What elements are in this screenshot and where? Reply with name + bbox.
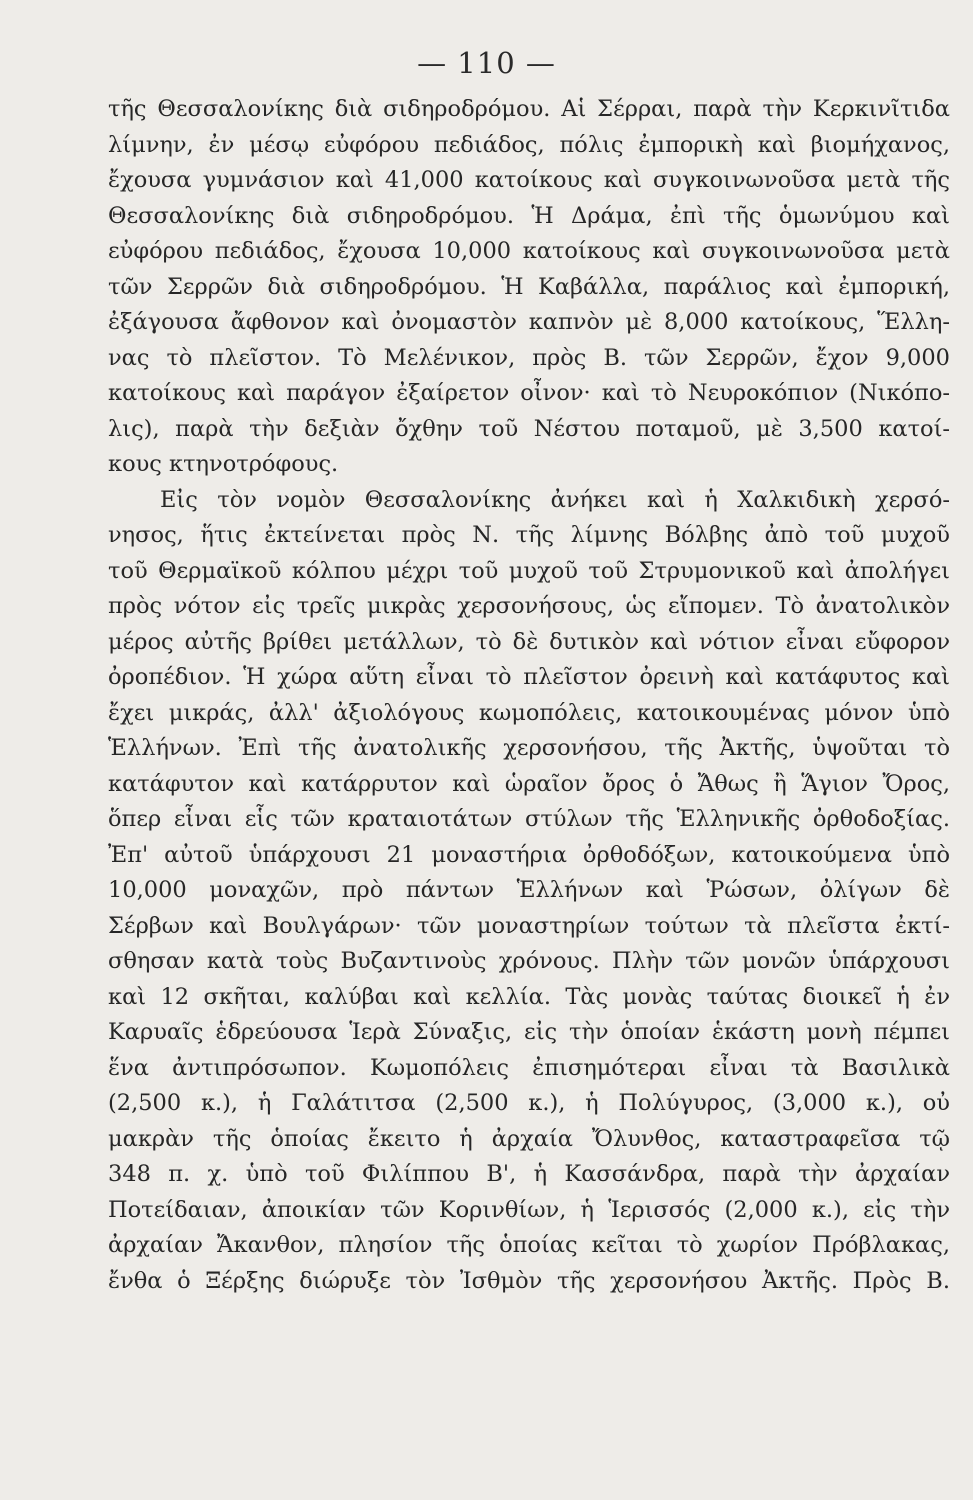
text-line: λίμνην, ἐν μέσῳ εὐφόρου πεδιάδος, πόλις ἐμπορικὴ καὶ βιομήχανος,: [108, 131, 950, 158]
text-line: πρὸς νότον εἰς τρεῖς μικρὰς χερσονήσους, ὡς εἴπομεν. Τὸ ἀνατολικὸν: [108, 593, 950, 619]
text-line: Θεσσαλονίκης διὰ σιδηροδρόμου. Ἡ Δράμα, ἐπὶ τῆς ὁμωνύμου καὶ: [108, 202, 950, 229]
page-number: — 110 —: [417, 46, 556, 80]
text-line: μακρὰν τῆς ὁποίας ἔκειτο ἡ ἀρχαία Ὄλυνθος, καταστραφεῖσα τῷ: [108, 1125, 950, 1152]
text-line: εὐφόρου πεδιάδος, ἔχουσα 10,000 κατοίκους καὶ συγκοινωνοῦσα μετὰ: [108, 238, 950, 264]
text-line: κατοίκους καὶ παράγον ἐξαίρετον οἶνον· καὶ τὸ Νευροκόπιον (Νικόπο-: [108, 380, 950, 406]
text-line: τοῦ Θερμαϊκοῦ κόλπου μέχρι τοῦ μυχοῦ τοῦ Στρυμονικοῦ καὶ ἀπολήγει: [108, 557, 950, 584]
text-line: νησος, ἥτις ἐκτείνεται πρὸς Ν. τῆς λίμνης Βόλβης ἀπὸ τοῦ μυχοῦ: [108, 522, 950, 548]
text-line: Καρυαῖς ἑδρεύουσα Ἱερὰ Σύναξις, εἰς τὴν ὁποίαν ἑκάστη μονὴ πέμπει: [108, 1019, 950, 1045]
text-line: σθησαν κατὰ τοὺς Βυζαντινοὺς χρόνους. Πλὴν τῶν μονῶν ὑπάρχουσι: [108, 948, 950, 974]
text-line: 10,000 μοναχῶν, πρὸ πάντων Ἑλλήνων καὶ Ῥώσων, ὀλίγων δὲ: [108, 877, 950, 903]
text-line: μέρος αὐτῆς βρίθει μετάλλων, τὸ δὲ δυτικὸν καὶ νότιον εἶναι εὔφορον: [108, 628, 950, 655]
text-line: νας τὸ πλεῖστον. Τὸ Μελένικον, πρὸς Β. τῶν Σερρῶν, ἔχον 9,000: [108, 344, 950, 371]
body-text: [108, 92, 950, 1299]
text-line: ὅπερ εἶναι εἷς τῶν κραταιοτάτων στύλων τῆς Ἑλληνικῆς ὀρθοδοξίας.: [108, 806, 950, 832]
text-line: ἕνα ἀντιπρόσωπον. Κωμοπόλεις ἐπισημότεραι εἶναι τὰ Βασιλικὰ: [108, 1054, 950, 1081]
text-line: ἔχουσα γυμνάσιον καὶ 41,000 κατοίκους καὶ συγκοινωνοῦσα μετὰ τῆς: [108, 167, 950, 193]
text-line: Σέρβων καὶ Βουλγάρων· τῶν μοναστηρίων τούτων τὰ πλεῖστα ἐκτί-: [108, 912, 950, 939]
text-line: Ἑλλήνων. Ἐπὶ τῆς ἀνατολικῆς χερσονήσου, τῆς Ἀκτῆς, ὑψοῦται τὸ: [108, 735, 950, 761]
text-line: κους κτηνοτρόφους.: [108, 451, 339, 477]
text-line: καὶ 12 σκῆται, καλύβαι καὶ κελλία. Τὰς μονὰς ταύτας διοικεῖ ἡ ἐν: [108, 983, 950, 1010]
text-line: ἔχει μικράς, ἀλλ' ἀξιολόγους κωμοπόλεις, κατοικουμένας μόνον ὑπὸ: [108, 699, 950, 726]
text-line: τῆς Θεσσαλονίκης διὰ σιδηροδρόμου. Αἱ Σέρραι, παρὰ τὴν Κερκινῖτιδα: [108, 96, 950, 122]
text-line: ἐξάγουσα ἄφθονον καὶ ὀνομαστὸν καπνὸν μὲ 8,000 κατοίκους, Ἕλλη-: [108, 309, 950, 335]
text-line: ὀροπέδιον. Ἡ χώρα αὕτη εἶναι τὸ πλεῖστον ὀρεινὴ καὶ κατάφυτος καὶ: [108, 664, 950, 690]
text-line: Ποτείδαιαν, ἀποικίαν τῶν Κορινθίων, ἡ Ἱερισσός (2,000 κ.), εἰς τὴν: [108, 1196, 950, 1223]
text-line: 348 π. χ. ὑπὸ τοῦ Φιλίππου Β', ἡ Κασσάνδρα, παρὰ τὴν ἀρχαίαν: [108, 1161, 950, 1187]
text-line: τῶν Σερρῶν διὰ σιδηροδρόμου. Ἡ Καβάλλα, παράλιος καὶ ἐμπορική,: [108, 273, 950, 300]
text-line: Εἰς τὸν νομὸν Θεσσαλονίκης ἀνήκει καὶ ἡ Χαλκιδικὴ χερσό-: [160, 486, 950, 513]
text-line: ἔνθα ὁ Ξέρξης διώρυξε τὸν Ἰσθμὸν τῆς χερσονήσου Ἀκτῆς. Πρὸς Β.: [108, 1267, 950, 1294]
text-line: λις), παρὰ τὴν δεξιὰν ὄχθην τοῦ Νέστου ποταμοῦ, μὲ 3,500 κατοί-: [108, 415, 950, 442]
text-line: (2,500 κ.), ἡ Γαλάτιτσα (2,500 κ.), ἡ Πολύγυρος, (3,000 κ.), οὐ: [108, 1090, 950, 1116]
text-line: ἀρχαίαν Ἄκανθον, πλησίον τῆς ὁποίας κεῖται τὸ χωρίον Πρόβλακας,: [108, 1232, 950, 1258]
text-line: Ἐπ' αὐτοῦ ὑπάρχουσι 21 μοναστήρια ὀρθοδόξων, κατοικούμενα ὑπὸ: [108, 841, 950, 868]
text-line: κατάφυτον καὶ κατάρρυτον καὶ ὡραῖον ὄρος ὁ Ἄθως ἢ Ἅγιον Ὄρος,: [108, 770, 950, 797]
